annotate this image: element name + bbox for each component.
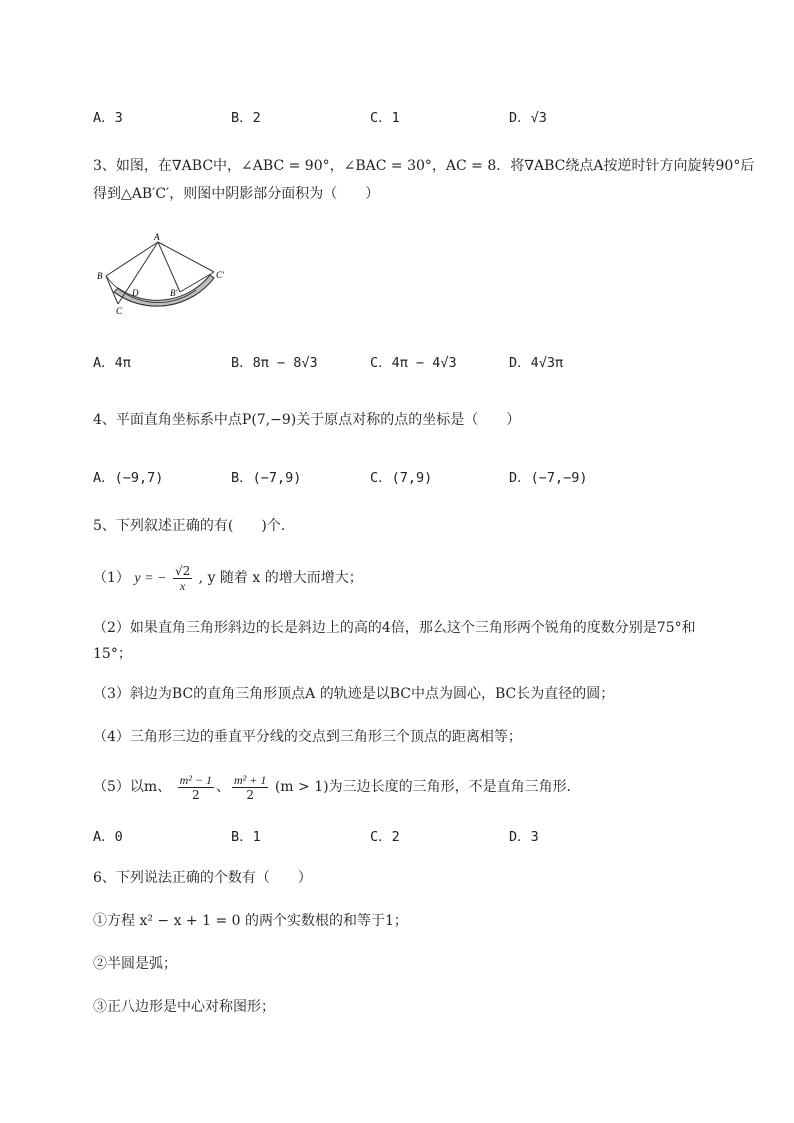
q5-option-a: A．0 <box>93 829 123 845</box>
q5-item1-suffix: , y 随着 x 的增大而增大； <box>198 570 363 586</box>
label-b: B <box>97 271 103 281</box>
q5-item5-fraction2-denominator: 2 <box>246 787 255 802</box>
segment-ab-prime <box>158 242 180 292</box>
q3-option-b: B．8π − 8√3 <box>231 355 318 371</box>
label-a: A <box>154 232 160 242</box>
q4-option-c: C．(7,9) <box>370 470 433 486</box>
q3-stem-line2: 得到△AB′C′，则图中阴影部分面积为（ ） <box>93 186 380 202</box>
q5-item5-fraction1-denominator: 2 <box>192 787 200 802</box>
q6-statement-2: ②半圆是弧； <box>93 956 177 972</box>
label-c-prime: C′ <box>216 270 224 280</box>
label-b-prime: B′ <box>170 288 178 298</box>
q5-item1-denominator: x <box>179 578 186 593</box>
q3-option-d: D．4√3π <box>509 355 564 371</box>
q2-option-d: D．√3 <box>509 110 547 126</box>
q5-item2-line1: （2）如果直角三角形斜边的长是斜边上的高的4倍，那么这个三角形两个锐角的度数分别是75°和 <box>93 620 696 636</box>
shaded-region <box>114 275 214 306</box>
q4-stem: 4、平面直角坐标系中点P(7,−9)关于原点对称的点的坐标是（ ） <box>93 412 521 428</box>
segment-ab <box>106 242 158 276</box>
q5-option-b: B．1 <box>231 829 261 845</box>
q5-item5-prefix: （5）以m、 <box>93 779 172 795</box>
q6-stem: 6、下列说法正确的个数有（ ） <box>93 870 312 886</box>
label-d: D <box>132 288 139 298</box>
q3-option-c: C．4π − 4√3 <box>370 355 457 371</box>
q2-option-a: A．3 <box>93 110 123 126</box>
q5-option-d: D．3 <box>509 829 539 845</box>
q5-item5-separator: 、 <box>216 779 231 795</box>
label-c: C <box>116 306 123 316</box>
q5-item1 <box>93 561 363 596</box>
q3-stem-line1: 3、如图，在∇ABC中，∠ABC = 90°，∠BAC = 30°，AC = 8．将∇ABC绕点A按逆时针方向旋转90°后 <box>93 158 755 174</box>
q2-option-b: B．2 <box>231 110 261 126</box>
q5-item5-fraction1-numerator: m² − 1 <box>179 772 213 787</box>
q5-item1-lhs: y = − <box>134 571 167 586</box>
q4-option-d: D．(−7,−9) <box>509 470 588 486</box>
q3-option-a: A．4π <box>93 355 131 371</box>
q5-item3: （3）斜边为BC的直角三角形顶点A 的轨迹是以BC中点为圆心，BC长为直径的圆； <box>93 686 615 702</box>
q5-item4: （4）三角形三边的垂直平分线的交点到三角形三个顶点的距离相等； <box>93 729 522 745</box>
q5-item5-fraction2-numerator: m² + 1 <box>234 772 267 787</box>
q5-item5-suffix: (m > 1)为三边长度的三角形，不是直角三角形． <box>274 779 581 795</box>
q5-item5 <box>93 770 581 804</box>
q5-option-c: C．2 <box>370 829 400 845</box>
q4-option-a: A．(−9,7) <box>93 470 164 486</box>
q5-item5-fraction1 <box>178 773 214 802</box>
q5-item1-numerator: √2 <box>174 563 191 578</box>
q5-item5-fraction2 <box>232 773 268 802</box>
q5-stem: 5、下列叙述正确的有( )个. <box>93 518 286 534</box>
q5-item2-line2: 15°； <box>93 646 132 662</box>
q6-statement-1: ①方程 x² − x + 1 = 0 的两个实数根的和等于1； <box>93 913 408 929</box>
segment-ac-prime <box>158 242 214 272</box>
q5-item1-fraction <box>173 564 192 593</box>
q5-item1-prefix: （1） <box>93 570 130 586</box>
q3-figure <box>92 230 242 320</box>
q4-option-b: B．(−7,9) <box>231 470 302 486</box>
q6-statement-3: ③正八边形是中心对称图形； <box>93 999 275 1015</box>
q2-option-c: C．1 <box>370 110 400 126</box>
